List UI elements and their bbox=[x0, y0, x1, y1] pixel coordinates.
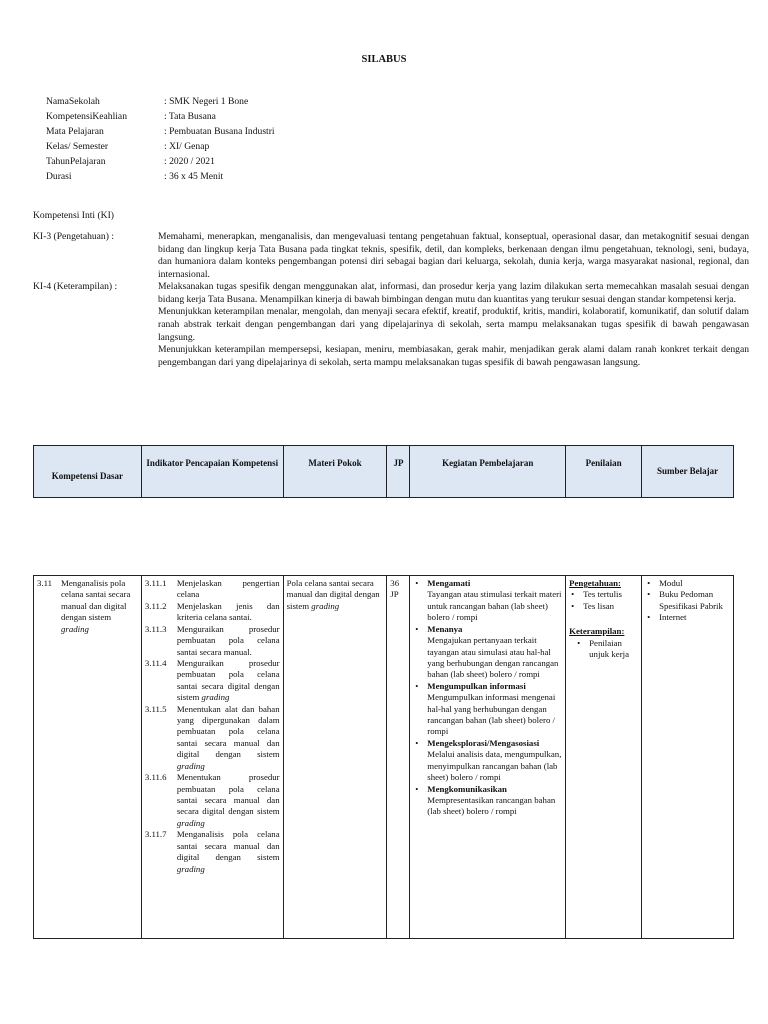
indicator-text: Menganalisis pola celana santai secara manual dan digital dengan sistem grading bbox=[176, 829, 280, 874]
keterampilan-item: • Penilaian unjuk kerja bbox=[575, 638, 638, 661]
pengetahuan-title: Pengetahuan: bbox=[569, 578, 621, 588]
sumber-item: • Buku Pedoman Spesifikasi Pabrik bbox=[645, 589, 730, 612]
kd-text: Menganalisis pola celana santai secara manual dan digital dengan sistem grading bbox=[61, 578, 131, 634]
indicator-text: Menentukan alat dan bahan yang dipergunakan dalam pembuatan pola celana santai secara manual dan digital dengan sistem grading bbox=[176, 703, 280, 771]
activity-title: • Mengamati bbox=[427, 578, 471, 588]
identity-row bbox=[46, 141, 364, 156]
identity-value: : Tata Busana bbox=[164, 111, 216, 122]
indicator-number: 3.11.6 bbox=[144, 772, 167, 783]
activity-item bbox=[413, 624, 562, 681]
identity-value: : XI/ Genap bbox=[164, 141, 210, 152]
ki4-block bbox=[33, 281, 749, 370]
indicator-number: 3.11.5 bbox=[144, 703, 167, 714]
identity-value: : 2020 / 2021 bbox=[164, 156, 215, 167]
indicator-number: 3.11.7 bbox=[144, 829, 167, 840]
activity-desc: Tayangan atau stimulasi terkait materi untuk rancangan bahan (lab sheet) bolero / rompi bbox=[427, 589, 562, 623]
activity-title: • Menanya bbox=[427, 623, 463, 634]
activity-desc: Mengajukan pertanyaan terkait tayangan atau simulasi atau hal-hal yang berhubungan dengan rancangan bahan (lab sheet) bolero / rompi bbox=[427, 635, 559, 680]
ki4-paragraph: Menunjukkan keterampilan menalar, mengolah, dan menyaji secara efektif, kreatif, produktif, kritis, mandiri, kolaboratif, komunikatif, dan solutif dalam ranah abstrak terkait dengan pengembangan dari yang dipelajarinya di sekolah, serta mampu melaksanakan tugas spesifik di bawah pengawasan langsung. bbox=[158, 306, 749, 343]
identity-label: TahunPelajaran bbox=[46, 156, 106, 167]
ki4-paragraph: Melaksanakan tugas spesifik dengan menggunakan alat, informasi, dan prosedur kerja yang lazim dilakukan serta memecahkan masalah sesuai dengan bidang kerja Tata Busana. Menampilkan kinerja di bawah bimbingan dengan mutu dan kuantitas yang terukur sesuai dengan standar kompetensi kerja. bbox=[158, 281, 749, 305]
activity-item bbox=[413, 578, 562, 624]
indicator-item bbox=[145, 829, 280, 875]
indicator-number: 3.11.2 bbox=[144, 600, 167, 611]
kd-number: 3.11 bbox=[37, 578, 53, 588]
indicator-number: 3.11.3 bbox=[144, 623, 167, 634]
header-penilaian: Penilaian bbox=[566, 446, 642, 498]
activity-desc: Mempresentasikan rancangan bahan (lab sheet) bolero / rompi bbox=[427, 795, 556, 817]
pengetahuan-item: • Tes tertulis bbox=[569, 589, 638, 600]
activity-title: • Mengkomunikasikan bbox=[427, 783, 507, 794]
penilaian-cell bbox=[566, 576, 642, 939]
indicator-number: 3.11.4 bbox=[144, 657, 167, 668]
indicator-number: 3.11.1 bbox=[144, 578, 167, 588]
activity-item bbox=[413, 681, 562, 738]
identity-label: Mata Pelajaran bbox=[46, 126, 104, 137]
indicator-item bbox=[145, 624, 280, 658]
header-kegiatan: Kegiatan Pembelajaran bbox=[410, 446, 566, 498]
identity-row bbox=[46, 126, 364, 141]
indicator-item bbox=[145, 704, 280, 773]
sumber-item: • Modul bbox=[645, 578, 730, 589]
identity-row bbox=[46, 111, 364, 126]
ki4-text bbox=[158, 281, 749, 370]
activity-title: • Mengeksplorasi/Mengasosiasi bbox=[427, 737, 540, 748]
pengetahuan-item: • Tes lisan bbox=[569, 601, 638, 612]
indicator-text: Menjelaskan pengertian celana bbox=[176, 578, 280, 600]
indicator-cell bbox=[141, 576, 283, 939]
identity-block bbox=[46, 96, 364, 186]
activity-item bbox=[413, 738, 562, 784]
ki4-label: KI-4 (Keterampilan) : bbox=[33, 281, 118, 292]
identity-row bbox=[46, 171, 364, 186]
identity-label: NamaSekolah bbox=[46, 96, 100, 107]
document-title: SILABUS bbox=[361, 54, 407, 65]
materi-cell bbox=[283, 576, 387, 939]
activity-cell bbox=[410, 576, 566, 939]
indicator-item bbox=[145, 601, 280, 624]
identity-value: : 36 x 45 Menit bbox=[164, 171, 224, 182]
identity-row bbox=[46, 156, 364, 171]
jp-cell: 36 JP bbox=[387, 576, 410, 939]
identity-value: : SMK Negeri 1 Bone bbox=[164, 96, 249, 107]
sumber-cell bbox=[642, 576, 734, 939]
header-ipk: Indikator Pencapaian Kompetensi bbox=[141, 446, 283, 498]
indicator-item bbox=[145, 578, 280, 601]
activity-title: • Mengumpulkan informasi bbox=[427, 680, 526, 691]
header-sumber: Sumber Belajar bbox=[642, 446, 734, 498]
activity-desc: Melalui analisis data, mengumpulkan, menyimpulkan rancangan bahan (lab sheet) bolero / rompi bbox=[427, 749, 562, 783]
activity-item bbox=[413, 784, 562, 818]
indicator-text: Menjelaskan jenis dan kriteria celana santai. bbox=[176, 600, 280, 623]
ki3-label: KI-3 (Pengetahuan) : bbox=[33, 231, 114, 242]
indicator-item bbox=[145, 658, 280, 704]
sumber-item: • Internet bbox=[645, 612, 730, 623]
indicator-text: Menentukan prosedur pembuatan pola celana santai secara manual dan secara digital dengan sistem grading bbox=[176, 772, 280, 828]
materi-italic: grading bbox=[311, 600, 340, 611]
identity-label: KompetensiKeahlian bbox=[46, 111, 127, 122]
materi-text: Pola celana santai secara manual dan digital dengan sistem bbox=[286, 578, 380, 611]
ki3-block bbox=[33, 231, 749, 282]
indicator-text: Menguraikan prosedur pembuatan pola celana santai secara manual. bbox=[176, 623, 280, 657]
ki-heading: Kompetensi Inti (KI) bbox=[33, 210, 114, 221]
ki3-text: Memahami, menerapkan, menganalisis, dan mengevaluasi tentang pengetahuan faktual, konseptual, operasional dasar, dan metakognitif sesuai dengan bidang dan lingkup kerja Tata Busana pada tingkat teknis, spesifik, detil, dan kompleks, berkenaan dengan ilmu pengetahuan, teknologi, seni, budaya, dan humaniora dalam konteks pengembangan potensi diri sebagai bagian dari keluarga, sekolah, dunia kerja, warga masyarakat nasional, regional, dan internasional. bbox=[158, 231, 749, 280]
ki4-paragraph: Menunjukkan keterampilan mempersepsi, kesiapan, meniru, membiasakan, gerak mahir, menjadikan gerak alami dalam ranah konkret terkait dengan pengembangan dari yang dipelajarinya di sekolah, serta mampu melaksanakan tugas spesifik di bawah pengawasan langsung. bbox=[158, 344, 749, 368]
identity-row bbox=[46, 96, 364, 111]
keterampilan-title: Keterampilan: bbox=[569, 626, 625, 637]
header-jp: JP bbox=[387, 446, 410, 498]
syllabus-header-table bbox=[33, 445, 734, 498]
header-kd: Kompetensi Dasar bbox=[34, 446, 142, 498]
indicator-item bbox=[145, 772, 280, 829]
kd-cell bbox=[34, 576, 142, 939]
identity-label: Durasi bbox=[46, 171, 72, 182]
header-materi: Materi Pokok bbox=[283, 446, 387, 498]
indicator-text: Menguraikan prosedur pembuatan pola celana santai secara digital dengan sistem grading bbox=[176, 657, 280, 703]
identity-value: : Pembuatan Busana Industri bbox=[164, 126, 275, 137]
syllabus-body-table bbox=[33, 575, 734, 939]
activity-desc: Mengumpulkan informasi mengenai hal-hal yang berhubungan dengan rancangan bahan (lab sheet) bolero / rompi bbox=[427, 692, 556, 737]
identity-label: Kelas/ Semester bbox=[46, 141, 109, 152]
